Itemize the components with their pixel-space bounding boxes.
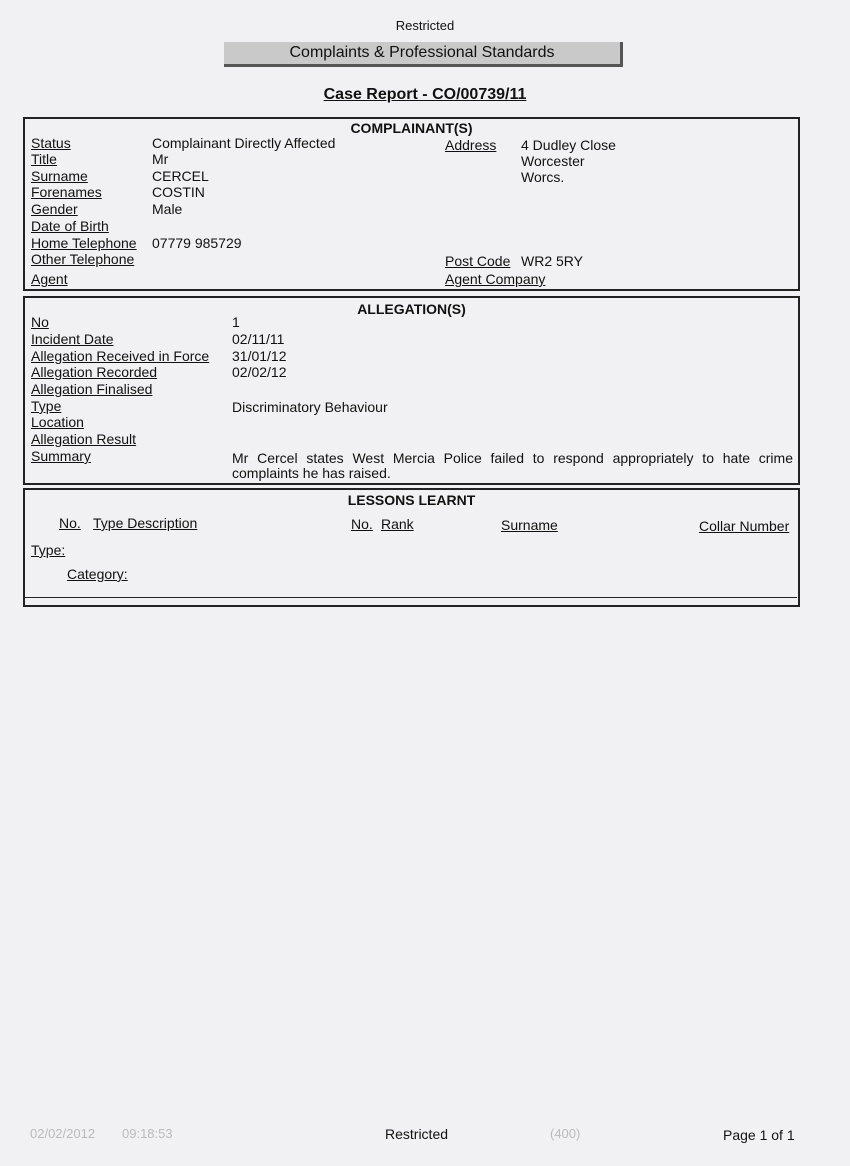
- footer-time: 09:18:53: [122, 1126, 173, 1141]
- allegation-no-label: No: [31, 314, 49, 330]
- status-label: Status: [31, 135, 71, 151]
- lessons-learnt-section: [23, 488, 800, 607]
- col-collar-number: Collar Number: [699, 518, 790, 534]
- allegation-no-value: 1: [232, 314, 240, 330]
- classification-bottom: Restricted: [385, 1126, 449, 1142]
- received-in-force-value: 31/01/12: [232, 348, 287, 364]
- home-telephone-label: Home Telephone: [31, 235, 137, 251]
- lessons-learnt-heading: LESSONS LEARNT: [347, 492, 476, 508]
- page-number: Page 1 of 1: [723, 1127, 795, 1143]
- incident-date-label: Incident Date: [31, 331, 114, 347]
- location-label: Location: [31, 414, 84, 430]
- allegation-recorded-label: Allegation Recorded: [31, 364, 158, 380]
- footer-date: 02/02/2012: [30, 1126, 96, 1141]
- case-title: Case Report - CO/00739/11: [323, 86, 527, 103]
- other-telephone-label: Other Telephone: [31, 251, 135, 267]
- received-in-force-label: Allegation Received in Force: [31, 348, 210, 364]
- forenames-value: COSTIN: [152, 184, 205, 200]
- postcode-label: Post Code: [445, 253, 511, 269]
- allegation-result-label: Allegation Result: [31, 431, 137, 447]
- allegations-heading: ALLEGATION(S): [357, 301, 466, 317]
- allegation-recorded-value: 02/02/12: [232, 364, 287, 380]
- complainants-heading: COMPLAINANT(S): [350, 120, 473, 136]
- dob-label: Date of Birth: [31, 218, 109, 234]
- allegation-finalised-label: Allegation Finalised: [31, 381, 153, 397]
- title-label: Title: [31, 151, 57, 167]
- footer-code: (400): [550, 1126, 581, 1141]
- agent-label: Agent: [31, 271, 68, 287]
- postcode-value: WR2 5RY: [521, 253, 583, 269]
- col-no: No.: [59, 515, 81, 531]
- col-officer-no: No.: [351, 516, 373, 532]
- status-value: Complainant Directly Affected: [152, 135, 336, 151]
- forenames-label: Forenames: [31, 184, 102, 200]
- lessons-divider-rule: [25, 597, 797, 598]
- address-label: Address: [445, 137, 497, 153]
- home-telephone-value: 07779 985729: [152, 235, 242, 251]
- department-banner: Complaints & Professional Standards: [224, 42, 623, 67]
- type-label: Type: [31, 398, 62, 414]
- address-line-1: 4 Dudley Close: [521, 137, 616, 153]
- col-surname: Surname: [501, 517, 558, 533]
- incident-date-value: 02/11/11: [232, 331, 285, 347]
- summary-line-2: complaints he has raised.: [232, 465, 391, 481]
- allegations-section: [23, 296, 800, 485]
- address-line-3: Worcs.: [521, 169, 565, 185]
- classification-top: Restricted: [395, 18, 455, 33]
- title-value: Mr: [152, 151, 169, 167]
- gender-value: Male: [152, 201, 183, 217]
- summary-label: Summary: [31, 448, 91, 464]
- surname-value: CERCEL: [152, 168, 209, 184]
- summary-line-1: Mr Cercel states West Mercia Police failed to respond appropriately to hate crime: [232, 450, 793, 466]
- type-value: Discriminatory Behaviour: [232, 399, 388, 415]
- surname-label: Surname: [31, 168, 88, 184]
- col-type-description: Type Description: [93, 515, 198, 531]
- address-line-2: Worcester: [521, 153, 585, 169]
- lessons-category-label: Category:: [67, 566, 128, 582]
- gender-label: Gender: [31, 201, 78, 217]
- complainants-section: [23, 117, 800, 291]
- agent-company-label: Agent Company: [445, 271, 546, 287]
- lessons-type-label: Type:: [31, 542, 66, 558]
- col-rank: Rank: [381, 516, 414, 532]
